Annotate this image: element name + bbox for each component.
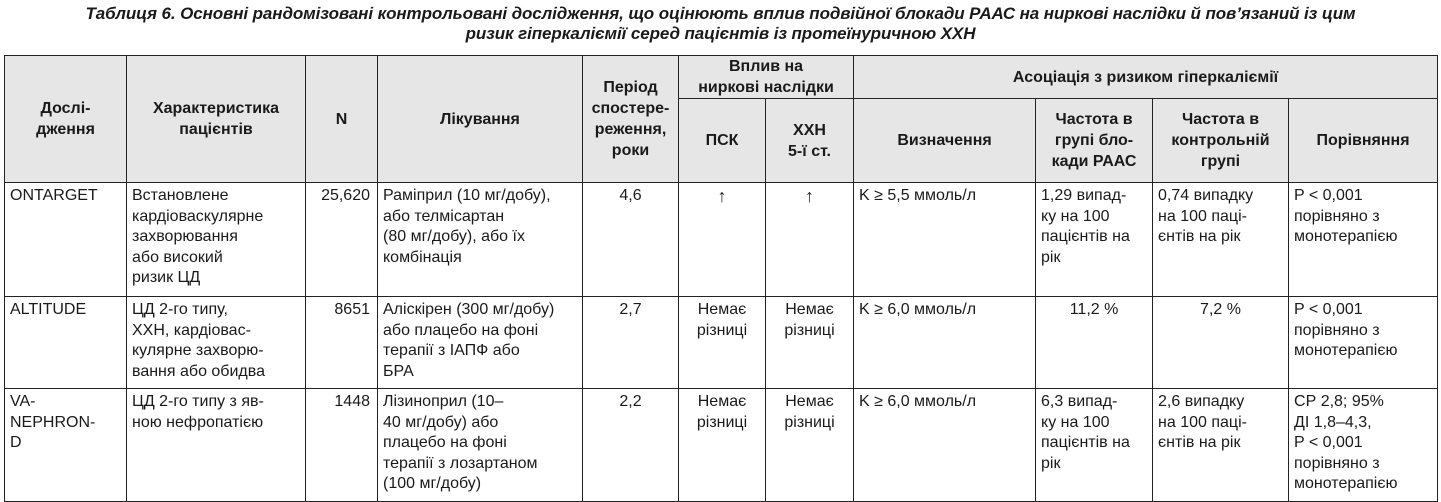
header-study: Дослі- дження xyxy=(5,56,127,183)
cell-study: ALTITUDE xyxy=(5,297,127,389)
header-freq-control: Частота в контрольній групі xyxy=(1153,99,1289,183)
cell-characteristics: Встановлене кардіоваскулярне захворювання або високий ризик ЦД xyxy=(127,183,306,297)
cell-freq-control: 7,2 % xyxy=(1153,297,1289,389)
cell-ckd5 xyxy=(766,183,854,297)
cell-freq-control: 0,74 випадку на 100 паці- єнтів на рік xyxy=(1153,183,1289,297)
cell-study: ONTARGET xyxy=(5,183,127,297)
cell-definition: K ≥ 5,5 ммоль/л xyxy=(854,183,1036,297)
header-ckd5: ХХН 5-ї ст. xyxy=(766,99,854,183)
table-header xyxy=(5,56,1438,183)
cell-treatment: Раміприл (10 мг/добу), або телмісартан (80 мг/добу), або їх комбінація xyxy=(378,183,583,297)
header-freq-raas: Частота в групі бло- кади РААС xyxy=(1036,99,1153,183)
header-psk: ПСК xyxy=(679,99,766,183)
rct-table xyxy=(4,55,1438,502)
cell-psk: Немає різниці xyxy=(679,297,766,389)
header-definition: Визначення xyxy=(854,99,1036,183)
cell-ckd5: Немає різниці xyxy=(766,389,854,502)
caption-line-1: Таблиця 6. Основні рандомізовані контрольовані дослідження, що оцінюють вплив подвійної блокади РААС на ниркові наслідки й пов’язаний із цим xyxy=(85,4,1356,23)
cell-n: 8651 xyxy=(306,297,378,389)
cell-freq-control: 2,6 випадку на 100 паці- єнтів на рік xyxy=(1153,389,1289,502)
cell-period: 4,6 xyxy=(583,183,679,297)
cell-freq-raas: 11,2 % xyxy=(1036,297,1153,389)
table-caption xyxy=(0,0,1441,44)
cell-characteristics: ЦД 2-го типу, ХХН, кардіовас- кулярне захворю- вання або обидва xyxy=(127,297,306,389)
header-hyperkalemia-risk: Асоціація з ризиком гіперкаліємії xyxy=(854,56,1438,99)
table-row xyxy=(5,389,1438,502)
cell-n: 1448 xyxy=(306,389,378,502)
table-row xyxy=(5,183,1438,297)
header-renal-outcomes: Вплив на ниркові наслідки xyxy=(679,56,854,99)
cell-comparison: СР 2,8; 95% ДІ 1,8–4,3, P < 0,001 порівняно з монотерапією xyxy=(1289,389,1438,502)
cell-treatment: Аліскірен (300 мг/добу) або плацебо на фоні терапії з ІАПФ або БРА xyxy=(378,297,583,389)
cell-ckd5: Немає різниці xyxy=(766,297,854,389)
arrow-up-icon: ↑ xyxy=(717,186,727,206)
table-row xyxy=(5,297,1438,389)
cell-psk xyxy=(679,183,766,297)
header-treatment: Лікування xyxy=(378,56,583,183)
arrow-up-icon: ↑ xyxy=(805,186,814,206)
cell-freq-raas: 1,29 випад- ку на 100 пацієнтів на рік xyxy=(1036,183,1153,297)
cell-definition: K ≥ 6,0 ммоль/л xyxy=(854,297,1036,389)
header-n: N xyxy=(306,56,378,183)
cell-period: 2,2 xyxy=(583,389,679,502)
cell-study: VA- NEPHRON- D xyxy=(5,389,127,502)
header-period: Період спостере- реження, роки xyxy=(583,56,679,183)
header-characteristics: Характеристика пацієнтів xyxy=(127,56,306,183)
cell-psk: Немає різниці xyxy=(679,389,766,502)
cell-freq-raas: 6,3 випад- ку на 100 пацієнтів на рік xyxy=(1036,389,1153,502)
cell-period: 2,7 xyxy=(583,297,679,389)
cell-definition: K ≥ 6,0 ммоль/л xyxy=(854,389,1036,502)
cell-comparison: P < 0,001 порівняно з монотерапією xyxy=(1289,183,1438,297)
cell-characteristics: ЦД 2-го типу з яв- ною нефропатією xyxy=(127,389,306,502)
cell-n: 25,620 xyxy=(306,183,378,297)
cell-treatment: Лізиноприл (10– 40 мг/добу) або плацебо на фоні терапії з лозартаном (100 мг/добу) xyxy=(378,389,583,502)
caption-line-2: ризик гіперкаліємії серед пацієнтів із протеїнуричною ХХН xyxy=(465,24,976,43)
cell-comparison: P < 0,001 порівняно з монотерапією xyxy=(1289,297,1438,389)
table-body xyxy=(5,183,1438,502)
header-comparison: Порівняння xyxy=(1289,99,1438,183)
